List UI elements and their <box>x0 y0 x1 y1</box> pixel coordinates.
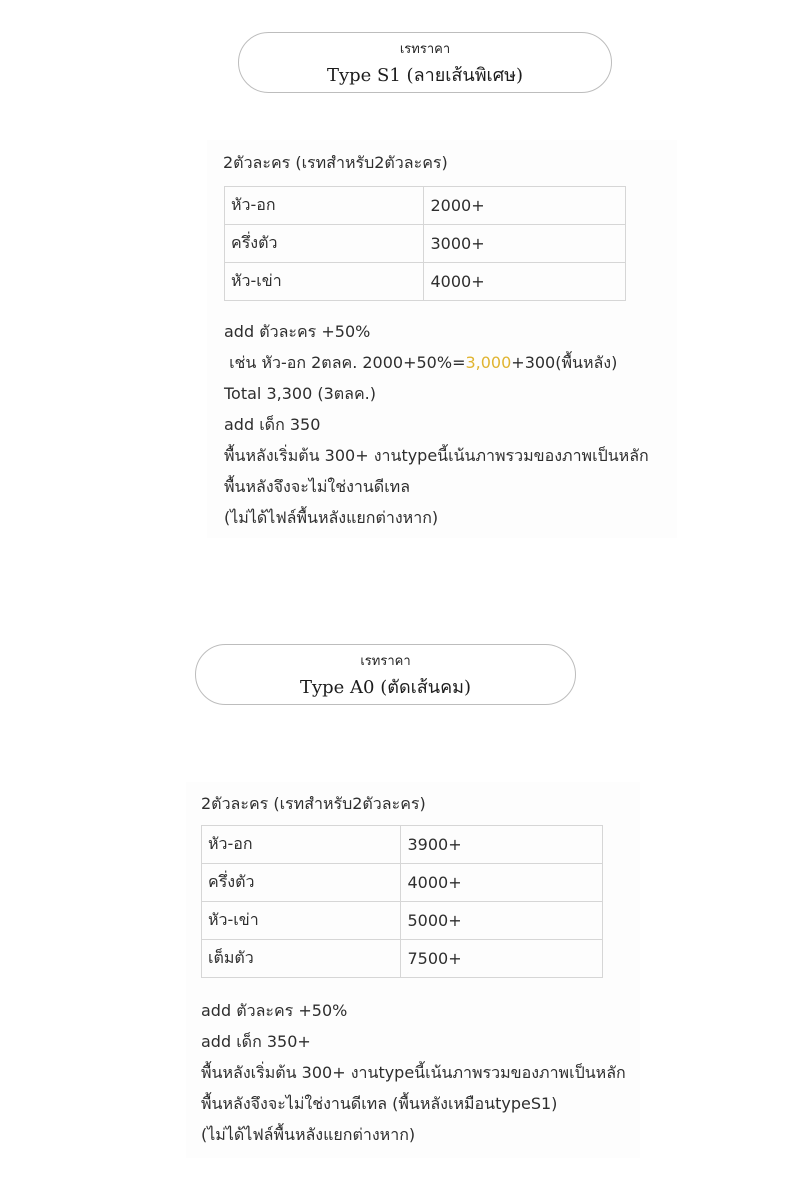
note-background-detail: พื้นหลังจึงจะไม่ใช่งานดีเทล (พื้นหลังเหมือนtypeS1) <box>201 1094 558 1113</box>
rate-label: เต็มตัว <box>202 940 401 978</box>
table-row <box>202 902 603 940</box>
note-background-detail: พื้นหลังจึงจะไม่ใช่งานดีเทล <box>224 477 411 496</box>
table-row <box>202 864 603 902</box>
rate-price: 2000+ <box>424 187 626 225</box>
rate-price: 3000+ <box>424 225 626 263</box>
table-row <box>225 187 626 225</box>
note-no-separate-file: (ไม่ได้ไฟล์พื้นหลังแยกต่างหาก) <box>224 508 439 527</box>
rate-label: หัว-เข่า <box>225 263 424 301</box>
type-s1-header <box>238 32 612 93</box>
note-add-child: add เด็ก 350+ <box>201 1032 311 1051</box>
note-example <box>224 347 649 378</box>
type-a0-subtitle: เรทราคา <box>360 654 411 669</box>
note-background-start: พื้นหลังเริ่มต้น 300+ งานtypeนี้เน้นภาพรวมของภาพเป็นหลัก <box>224 446 649 465</box>
rate-label: หัว-อก <box>202 826 401 864</box>
rate-notes <box>224 316 649 533</box>
note-add-child: add เด็ก 350 <box>224 415 321 434</box>
note-example-prefix: เช่น หัว-อก 2ตลค. 2000+50%= <box>224 353 466 372</box>
rate-table <box>224 186 626 301</box>
rate-label: หัว-อก <box>225 187 424 225</box>
table-row <box>225 263 626 301</box>
rate-price: 7500+ <box>401 940 603 978</box>
note-example-highlight: 3,000 <box>465 353 512 372</box>
rate-label: ครึ่งตัว <box>225 225 424 263</box>
rate-label: ครึ่งตัว <box>202 864 401 902</box>
rate-price: 4000+ <box>401 864 603 902</box>
note-add-character: add ตัวละคร +50% <box>224 322 371 341</box>
type-s1-title: Type S1 (ลายเส้นพิเศษ) <box>326 65 524 86</box>
rate-card-heading: 2ตัวละคร (เรทสำหรับ2ตัวละคร) <box>201 794 426 813</box>
rate-table <box>201 825 603 978</box>
rate-card-heading: 2ตัวละคร (เรทสำหรับ2ตัวละคร) <box>223 153 448 172</box>
note-total: Total 3,300 (3ตลค.) <box>224 384 376 403</box>
note-add-character: add ตัวละคร +50% <box>201 1001 348 1020</box>
type-a0-title: Type A0 (ตัดเส้นคม) <box>299 677 472 698</box>
table-row <box>202 940 603 978</box>
table-row <box>225 225 626 263</box>
rate-price: 5000+ <box>401 902 603 940</box>
type-a0-rate-card <box>186 782 640 1158</box>
type-s1-subtitle: เรทราคา <box>399 42 451 57</box>
note-example-suffix: +300(พื้นหลัง) <box>511 353 618 372</box>
note-no-separate-file: (ไม่ได้ไฟล์พื้นหลังแยกต่างหาก) <box>201 1125 416 1144</box>
type-s1-rate-card <box>207 140 677 538</box>
rate-price: 4000+ <box>424 263 626 301</box>
rate-label: หัว-เข่า <box>202 902 401 940</box>
note-background-start: พื้นหลังเริ่มต้น 300+ งานtypeนี้เน้นภาพรวมของภาพเป็นหลัก <box>201 1063 626 1082</box>
type-a0-header <box>195 644 576 705</box>
table-row <box>202 826 603 864</box>
rate-price: 3900+ <box>401 826 603 864</box>
rate-notes <box>201 995 626 1150</box>
